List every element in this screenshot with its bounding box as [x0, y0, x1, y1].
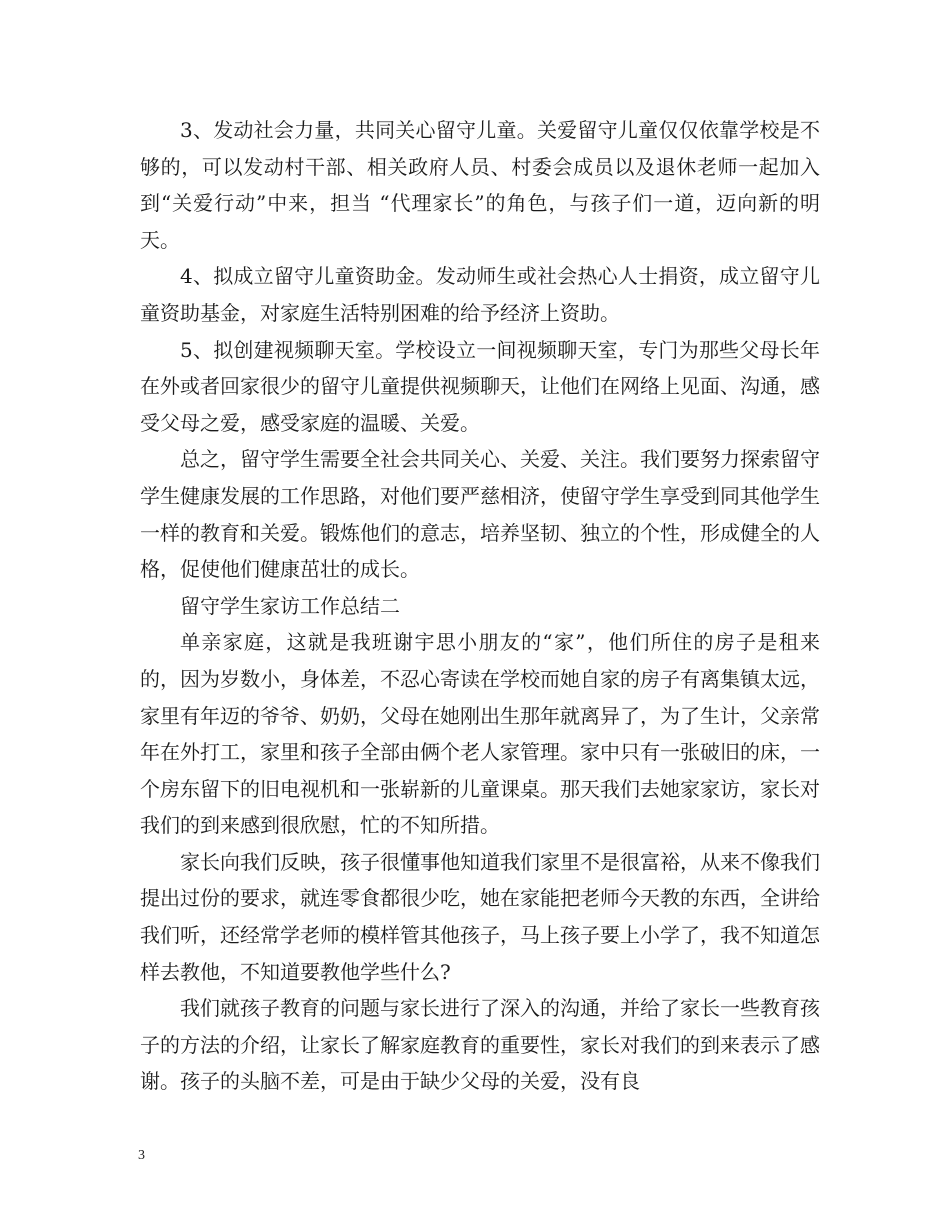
paragraph-communication: 我们就孩子教育的问题与家长进行了深入的沟通，并给了家长一些教育孩子的方法的介绍，让家长了解家庭教育的重要性，家长对我们的到来表示了感谢。孩子的头脑不差，可是由于缺少父母的关爱，没有良: [140, 996, 820, 1094]
paragraph-point-3: 3、发动社会力量，共同关心留守儿童。关爱留守儿童仅仅依靠学校是不够的，可以发动村干部、相关政府人员、村委会成员以及退休老师一起加入到“关爱行动”中来，担当 “代理家长”的角色，与孩子们一道，迈向新的明天。: [140, 118, 820, 252]
paragraph-conclusion: 总之，留守学生需要全社会共同关心、关爱、关注。我们要努力探索留守学生健康发展的工作思路，对他们要严慈相济，使留守学生享受到同其他学生一样的教育和关爱。锻炼他们的意志，培养坚韧、独立的个性，形成健全的人格，促使他们健康茁壮的成长。: [140, 447, 820, 582]
section-heading: 留守学生家访工作总结二: [180, 593, 400, 618]
paragraph-parent-feedback: 家长向我们反映，孩子很懂事他知道我们家里不是很富裕，从来不像我们提出过份的要求，就连零食都很少吃，她在家能把老师今天教的东西，全讲给我们听，还经常学老师的模样管其他孩子，马上孩子要上小学了，我不知道怎样去教他，不知道要教他学些什么?: [140, 849, 820, 984]
document-body: [140, 112, 820, 1100]
paragraph-point-4: 4、拟成立留守儿童资助金。发动师生或社会热心人士捐资，成立留守儿童资助基金，对家庭生活特别困难的给予经济上资助。: [140, 264, 820, 325]
paragraph-single-parent-family: 单亲家庭，这就是我班谢宇思小朋友的“家”，他们所住的房子是租来的，因为岁数小，身体差，不忍心寄读在学校而她自家的房子有离集镇太远，家里有年迈的爷爷、奶奶，父母在她刚出生那年就离异了，为了生计，父亲常年在外打工，家里和孩子全部由俩个老人家管理。家中只有一张破旧的床，一个房东留下的旧电视机和一张崭新的儿童课桌。那天我们去她家家访，家长对我们的到来感到很欣慰，忙的不知所措。: [140, 630, 820, 838]
page-number: 3: [138, 1148, 145, 1163]
paragraph-point-5: 5、拟创建视频聊天室。学校设立一间视频聊天室，专门为那些父母长年在外或者回家很少的留守儿童提供视频聊天，让他们在网络上见面、沟通，感受父母之爱，感受家庭的温暖、关爱。: [140, 337, 820, 435]
